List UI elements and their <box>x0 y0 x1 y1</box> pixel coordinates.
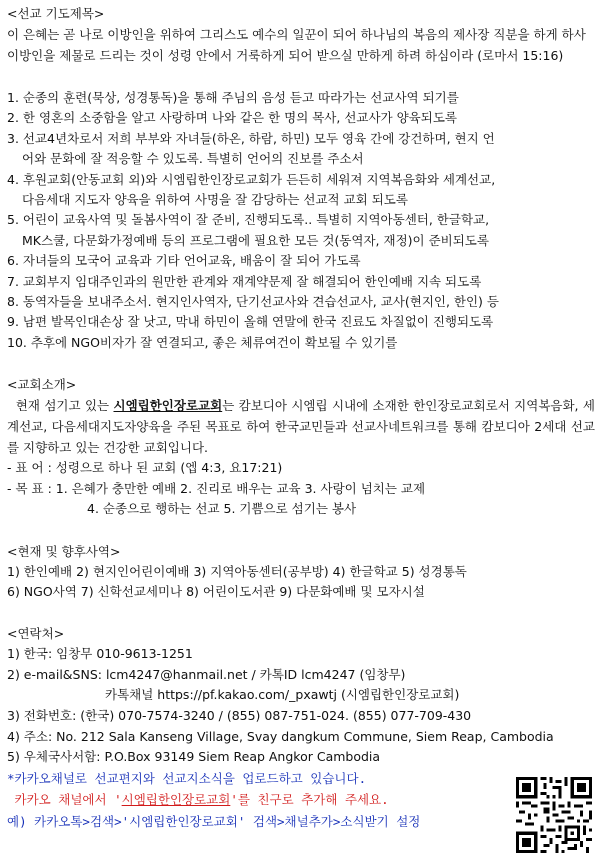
prayer-item-10: 10. 추후에 NGO비자가 잘 연결되고, 좋은 체류여건이 확보될 수 있기를 <box>7 334 398 350</box>
prayer-item-7: 7. 교회부지 임대주인과의 원만한 관계와 재계약문제 잘 해결되어 한인예배 지속 되도록 <box>7 273 482 289</box>
prayer-item-4: 4. 후원교회(안동교회 외)와 시엠립한인장로교회가 든든히 세워져 지역복음화와 세계선교, 다음세대 지도자 양육을 위하여 사명을 잘 감당하는 선교적 교회 되도록 <box>7 171 496 208</box>
kakao-notice-line-1: *카카오채널로 선교편지와 선교지소식을 업로드하고 있습니다. <box>7 770 367 786</box>
section-heading-prayer: <선교 기도제목> <box>7 6 105 21</box>
document <box>7 4 595 832</box>
contact-kakao-channel: 카톡채널 https://pf.kakao.com/_pxawtj (시엠립한인장로교회) <box>105 687 460 703</box>
church-motto: - 표 어 : 성령으로 하나 된 교회 (엡 4:3, 요17:21) <box>7 460 283 476</box>
qr-code-icon <box>516 777 592 853</box>
section-heading-church: <교회소개> <box>7 377 77 393</box>
prayer-item-6: 6. 자녀들의 모국어 교육과 기타 언어교육, 배움이 잘 되어 가도록 <box>7 253 361 269</box>
contact-email: 2) e-mail&SNS: lcm4247@hanmail.net / 카톡ID lcm4247 (임창무) <box>7 666 406 682</box>
church-name: 시엠립한인장로교회 <box>113 398 223 414</box>
ministries-line-1: 1) 한인예배 2) 현지인어린이예배 3) 지역아동센터(공부방) 4) 한글학교 5) 성경통독 <box>7 563 467 579</box>
prayer-item-8: 8. 동역자들을 보내주소서. 현지인사역자, 단기선교사와 견습선교사, 교사(현지인, 한인) 등 <box>7 294 499 310</box>
church-goals-line-1: - 목 표 : 1. 은혜가 충만한 예배 2. 진리로 배우는 교육 3. 사랑이 넘치는 교제 <box>7 480 426 496</box>
church-intro-paragraph: 현재 섬기고 있는 시엠립한인장로교회는 캄보디아 시엠립 시내에 소재한 한인장로교회로서 지역복음화, 세계선교, 다음세대지도자양육을 주된 목표로 하여 한국교민들과 선교사네트워크를 통해 캄보디아 2세대 선교를 지향하고 있는 건강한 교회입니다. <box>7 398 596 456</box>
prayer-item-9: 9. 남편 발목인대손상 잘 낫고, 막내 하민이 올해 연말에 한국 진료도 차질없이 진행되도록 <box>7 314 494 330</box>
section-heading-contact: <연락처> <box>7 626 65 642</box>
contact-mail: 5) 우체국사서함: P.O.Box 93149 Siem Reap Angkor Cambodia <box>7 749 381 765</box>
contact-address: 4) 주소: No. 212 Sala Kanseng Village, Svay dangkum Commune, Siem Reap, Cambodia <box>7 728 554 744</box>
kakao-notice-line-2: 카카오 채널에서 '시엠립한인장로교회'를 친구로 추가해 주세요. <box>14 792 389 808</box>
prayer-item-3: 3. 선교4년차로서 저희 부부와 자녀들(하온, 하람, 하민) 모두 영육 간에 강건하며, 현지 언 어와 문화에 잘 적응할 수 있도록. 특별히 언어의 진보를 주소서 <box>7 130 495 167</box>
prayer-list <box>7 88 595 353</box>
scripture-intro: 이 은혜는 곧 나로 이방인을 위하여 그리스도 예수의 일꾼이 되어 하나님의 복음의 제사장 직분을 하게 하사 이방인을 제물로 드리는 것이 성령 안에서 거룩하게 되어 받으실 만하게 하려 하심이라 (로마서 15:16) <box>7 27 586 63</box>
contact-korea: 1) 한국: 임창무 010-9613-1251 <box>7 646 193 662</box>
kakao-channel-name: 시엠립한인장로교회 <box>121 792 231 808</box>
church-goals-line-2: 4. 순종으로 행하는 선교 5. 기쁨으로 섬기는 봉사 <box>87 501 357 517</box>
prayer-item-2: 2. 한 영혼의 소중함을 알고 사랑하며 나와 같은 한 명의 목사, 선교사가 양육되도록 <box>7 110 457 126</box>
contact-phone: 3) 전화번호: (한국) 070-7574-3240 / (855) 087-751-024. (855) 077-709-430 <box>7 707 472 723</box>
prayer-item-5: 5. 어린이 교육사역 및 돌봄사역이 잘 준비, 진행되도록.. 특별히 지역아동센터, 한글학교, MK스쿨, 다문화가정예배 등의 프로그램에 필요한 모든 것(동역자, 재정)이 준비되도록 <box>7 212 490 248</box>
section-heading-ministries: <현재 및 향후사역> <box>7 543 121 559</box>
kakao-notice-line-3: 예) 카카오톡>검색>'시엠립한인장로교회' 검색>채널추가>소식받기 설정 <box>7 813 421 829</box>
prayer-item-1: 1. 순종의 훈련(묵상, 성경통독)을 통해 주님의 음성 듣고 따라가는 선교사역 되기를 <box>7 90 459 105</box>
ministries-line-2: 6) NGO사역 7) 신학선교세미나 8) 어린이도서관 9) 다문화예배 및 모자시설 <box>7 583 425 599</box>
